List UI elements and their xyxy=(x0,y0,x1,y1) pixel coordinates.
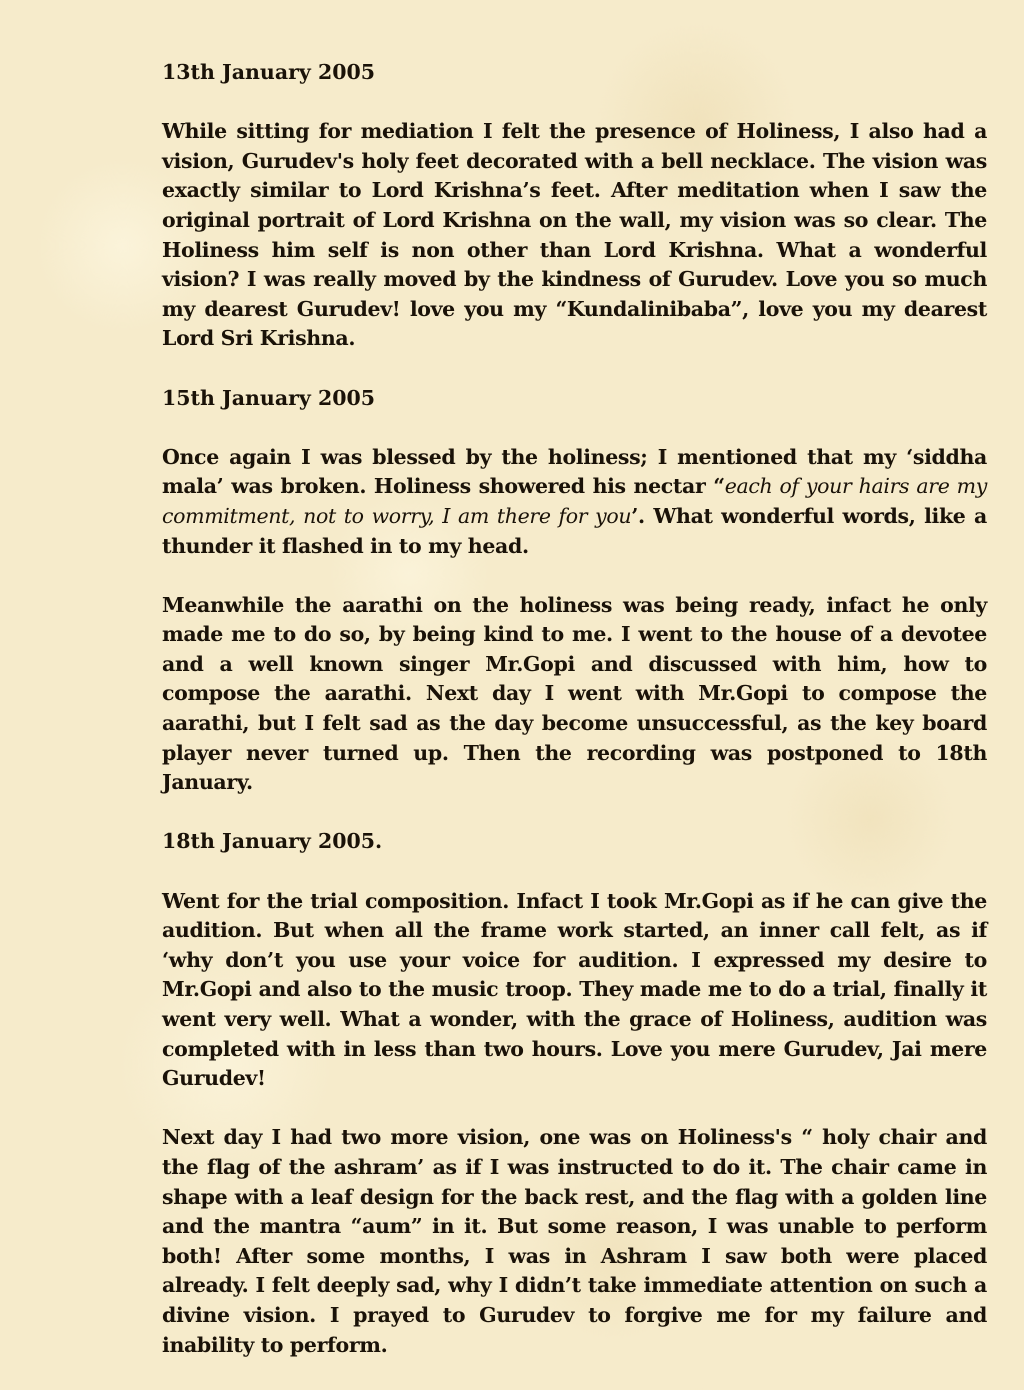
entry-date: 18th January 2005. xyxy=(162,829,383,854)
entry-paragraph xyxy=(162,443,987,561)
paragraph-text: Once again I was blessed by the holiness; I mentioned that my ‘siddha mala’ was broken. Holiness showered his nectar “ xyxy=(162,444,987,499)
paragraph-text: ’. What wonderful words, like a thunder it flashed in to my head. xyxy=(162,503,987,558)
entry-paragraph: Meanwhile the aarathi on the holiness was being ready, infact he only made me to do so, by being kind to me. I went to the house of a devotee and a well known singer Mr.Gopi and discussed with him, how to compose the aarathi. Next day I went with Mr.Gopi to compose the aarathi, but I felt sad as the day become unsuccessful, as the key board player never turned up. Then the recording was postponed to 18th January. xyxy=(162,592,987,795)
entry-date: 15th January 2005 xyxy=(162,385,376,410)
entry-paragraph: Next day I had two more vision, one was on Holiness's “ holy chair and the flag of the ashram’ as if I was instructed to do it. The chair came in shape with a leaf design for the back rest, and the flag with a golden line and the mantra “aum” in it. But some reason, I was unable to perform both! After some months, I was in Ashram I saw both were placed already. I felt deeply sad, why I didn’t take immediate attention on such a divine vision. I prayed to Gurudev to forgive me for my failure and inability to perform. xyxy=(162,1125,987,1357)
entry-date: 13th January 2005 xyxy=(162,60,376,84)
entry-paragraph: Went for the trial composition. Infact I took Mr.Gopi as if he can give the audition. But when all the frame work started, an inner call felt, as if ‘why don’t you use your voice for audition. I expressed my desire to Mr.Gopi and also to the music troop. They made me to do a trial, finally it went very well. What a wonder, with the grace of Holiness, audition was completed with in less than two hours. Love you mere Gurudev, Jai mere Gurudev! xyxy=(162,888,987,1091)
italic-quote: each of your hairs are my commitment, not to worry, I am there for you xyxy=(162,474,987,528)
entry-paragraph: While sitting for mediation I felt the presence of Holiness, I also had a vision, Gurudev's holy feet decorated with a bell necklace. The vision was exactly similar to Lord Krishna’s feet. After meditation when I saw the original portrait of Lord Krishna on the wall, my vision was so clear. The Holiness him self is non other than Lord Krishna. What a wonderful vision? I was really moved by the kindness of Gurudev. Love you so much my dearest Gurudev! love you my “Kundalinibaba”, love you my dearest Lord Sri Krishna. xyxy=(162,119,987,351)
diary-page xyxy=(162,58,987,1390)
